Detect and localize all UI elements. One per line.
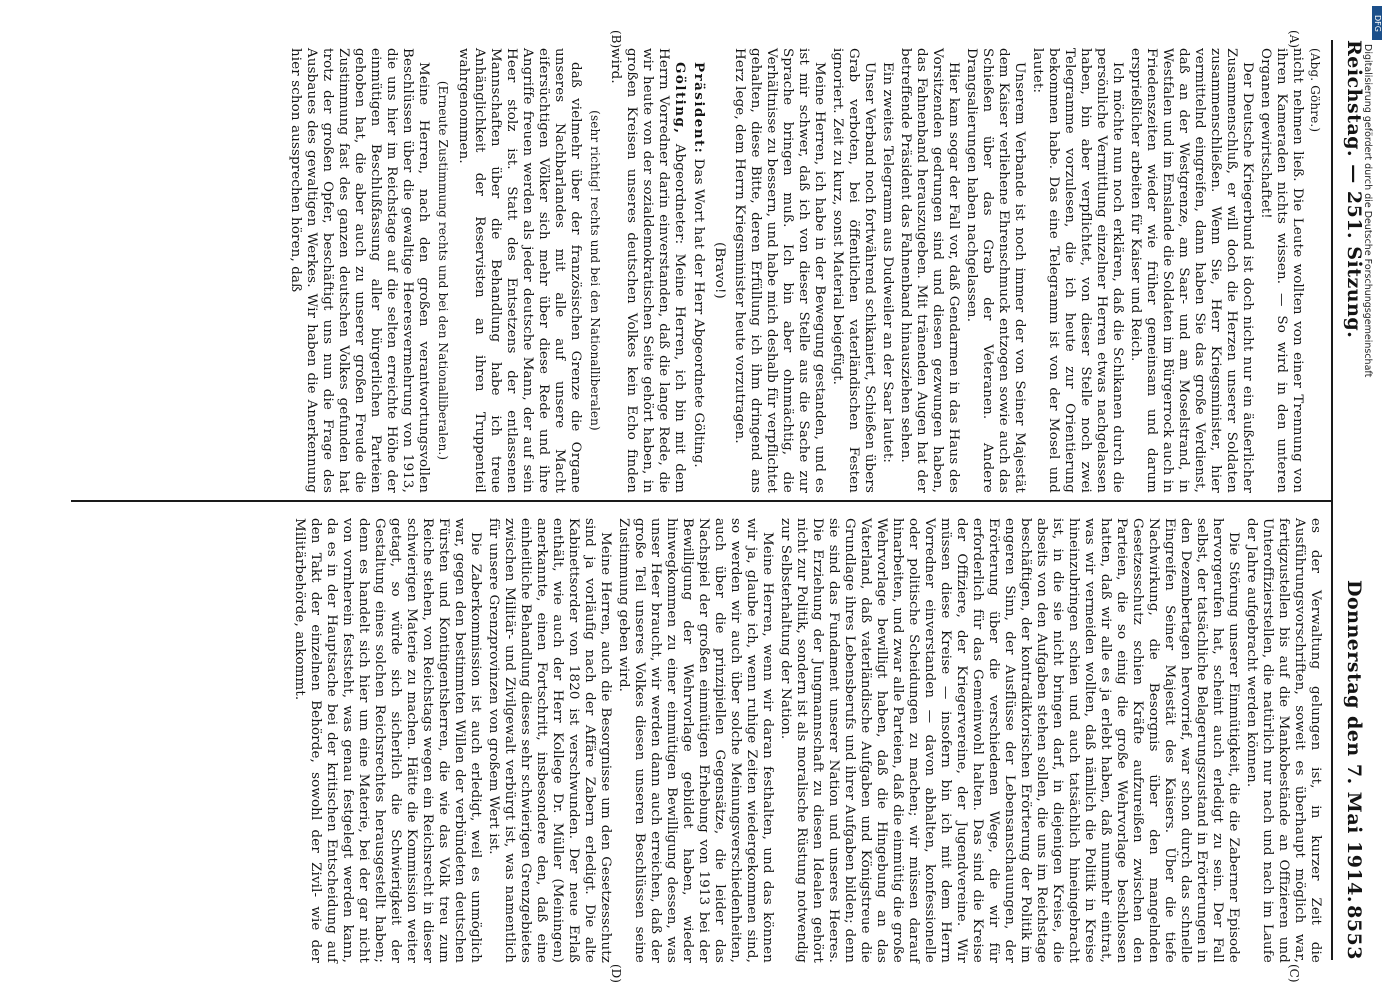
paragraph <box>607 48 688 493</box>
paragraph: Meine Herren, wenn wir daran festhalten, und das können wir ja, glaube ich, wenn ruhige Zeiten wiedergekommen sind, so werden wir auch über solche Meinungsverschiedenheiten, auch über die prinzipiellen Gegensätze, die leider das Nachspiel der großen einmütigen Erhebung von 1913 bei der Bewilligung der Wehrvorlage gebildet haben, wieder hinwegkommen zu einer einmütigen Bewilligung dessen, was unser Heer braucht, wir werden dann auch erreichen, daß der große Teil unseres Volkes diesen unseren Beschlüssen seine Zustimmung geben wird. <box>616 518 775 963</box>
page-number: 8553 <box>1343 905 1365 960</box>
speech-text: Abgeordneter: Meine Herren, ich bin mit dem Herrn Vorredner darin einverstanden, daß die lange Rede, die wir heute von der sozialdemokratischen Seite gehört haben, in großen Kreisen unseres deutschen Volkes kein Echo finden wird. <box>608 48 687 493</box>
paragraph: Meine Herren, nach den großen verantwortungsvollen Beschlüssen über die gewaltige Heeresvermehrung von 1913, die uns hier im Reichstage auf die selten erreichte Höhe der einmütigen Beschlußfassung aller bürgerlichen Parteien gehoben hat, die aber auch zu unserer großen Freude die Zustimmung fast des ganzen deutschen Volkes gefunden hat trotz der großen Opfer, beschäftigt uns nun die Frage des Ausbaues des gewaltigen Werkes. Wir haben die Anerkennung hier schon aussprechen hören, daß <box>288 48 431 493</box>
header-session: Reichstag. — 251. Sitzung. <box>1343 40 1365 339</box>
margin-marker-c: (C) <box>1287 964 1301 983</box>
column-divider <box>71 500 1331 502</box>
paragraph: es der Verwaltung gelungen ist, in kurzer Zeit die Ausführungsvorschriften, soweit es überhaupt möglich war, fertigzustellen bis auf die Mankobestände an Offizieren und Unteroffizierstellen, die natürlich nur nach und nach im Laufe der Jahre aufgebracht werden können. <box>1244 518 1323 963</box>
paragraph: daß vielmehr über der französischen Grenze die Organe unseres Nachbarlandes mit alle auf unsere Macht eifersüchtigen Völker sich mehr über diese Rede und ihre Angriffe freuen werden als jeder deutsche Mann, der auf sein Heer stolz ist. Statt des Entsetzens der entlassenen Mannschaften über die Behandlung habe ich treue Anhänglichkeit der Reservisten an ihren Truppenteil wahrgenommen. <box>456 48 583 493</box>
speaker-name: Gölting, <box>672 62 688 135</box>
header-rule <box>1331 40 1333 960</box>
paragraph: Die Zaberkommission ist auch erledigt, weil es unmöglich war, gegen den bestimmten Willen der verbündeten deutschen Fürsten und Kontingentsherren, die wie das Volk treu zum Reiche stehen, von Reichstags wegen ein Reichsrecht in dieser schwierigen Materie zu machen. Hätte die Kommission weiter getagt, so würde sich sicherlich die Schwierigkeit der Gestaltung eines solchen Reichsrechtes herausgestellt haben; denn es handelt sich hier um eine Materie, bei der gar nicht von vornherein feststeht, was genau festgelegt werden kann, da es in der Hauptsache bei der kritischen Entscheidung auf den Takt der einzelnen Behörde, sowohl der Zivil- wie der Militärbehörde, ankommt. <box>292 518 483 963</box>
dfg-logo: DFG <box>1372 6 1382 40</box>
speaker-name: Präsident: <box>691 62 707 155</box>
paragraph: Die Störung unserer Einmütigkeit, die die Zaberner Episode hervorgerufen hat, scheint auch erledigt zu sein. Der Fall selbst, der tatsächliche Belagerungszustand in Erörterungen in den Dezembertagen hervorrief, war schon durch das schnelle Eingreifen Seiner Majestät des Kaisers. Über die tiefe Nachwirkung, die Besorgnis über den mangelnden Gesetzesschutz schien Kräfte aufzureißen zwischen den Parteien, die so einig die große Wehrvorlage beschlossen hatten, daß wir alle es ja erlebt haben, daß nunmehr eintrat, was wir vermeiden wollten, daß nämlich die Politik in Kreise hineinzubringen schien und auch tatsächlich hineingebracht ist, in die sie nicht bringen darf, in diejenigen Kreise, die abseits von den Aufgaben stehen sollen, die uns im Reichstage beschäftigen, der kontradiktorischen Erörterung der Politik im engeren Sinn, der Ausflüsse der Lebensanschauungen, der Erörterung über die verschiedenen Wege, die wir für erforderlich für das Gemeinwohl halten. Das sind die Kreise der Offiziere, der Kriegervereine, der Jugendvereine. Wir müssen diese Kreise — insofern bin ich mit dem Herrn Vorredner einverstanden — davon abhalten, konfessionelle oder politische Scheidungen zu machen; wir müssen darauf hinarbeiten, und zwar alle Parteien, daß die einmütig die große Wehrvorlage bewilligt haben, daß die Hingebung an das Vaterland, daß vaterländische Aufgaben und Königstreue die Grundlage ihres Lebensberufs und ihrer Aufgaben bilden; denn sie sind das Fundament unserer Nation und unseres Heeres. Die Erziehung der Jungmannschaft zu diesen Idealen gehört nicht zur Politik, sondern ist als moralische Rüstung notwendig zur Selbsterhaltung der Nation. <box>778 518 1241 963</box>
speaker-note: (Abg. Göhre.) <box>1308 48 1322 133</box>
speech-text: Das Wort hat der Herr Abgeordnete Gölting. <box>691 158 706 468</box>
left-column <box>73 48 1323 493</box>
margin-marker-d: (D) <box>609 964 623 983</box>
paragraph: Ich möchte nun noch erklären, daß die Schikanen durch die persönliche Vermittlung einzelner Herren etwas nachgelassen haben, bin aber verpflichtet, von dieser Stelle noch zwei Telegramme vorzulesen, die ich heute zur Orientierung bekommen habe. Das eine Telegramm ist von der Mosel und lautet: <box>1030 48 1125 493</box>
header-date: Donnerstag den 7. Mai 1914. <box>1343 580 1365 903</box>
paragraph: Meine Herren, auch die Besorgnisse um den Gesetzesschutz sind ja vorläufig nach der Affäre Zabern erledigt. Die alte Kabinettsorder von 1820 ist verschwunden. Der neue Erlaß enthält, wie auch der Herr Kollege Dr. Müller (Meiningen) anerkannte, einen Fortschritt, insbesondere den, daß eine einheitliche Behandlung dieses sehr schwierigen Grenzgebietes zwischen Militär- und Zivilgewalt verbürgt ist, was namentlich für unsere Grenzprovinzen von großem Wert ist. <box>486 518 613 963</box>
interjection: (Erneute Zustimmung rechts und bei den Nationalliberalen.) <box>436 80 450 461</box>
paragraph <box>690 48 707 493</box>
interjection: (Bravo!) <box>712 242 727 299</box>
margin-marker-a: (A) <box>1287 30 1301 49</box>
telegram-quote: Unserem Verbande ist noch immer der von Seiner Majestät dem Kaiser verliehene Ehrenschmuck entzogen sowie auch das Schießen über das Grab der Veteranen. Andere Drangsalierungen haben nachgelassen. <box>964 48 1027 493</box>
telegram-quote: Unser Verband noch fortwährend schikaniert, Schießen übers Grab verboten, bei öffentlichen vaterländischen Festen ignoriert. Zeit zu kurz, sonst Material beigefügt. <box>830 48 877 493</box>
digitization-credit: Digitalisierung gefördert durch die Deutsche Forschungsgemeinschaft <box>1362 44 1373 378</box>
right-column <box>73 518 1323 963</box>
running-header <box>1333 40 1365 960</box>
paragraph: nicht nehmen ließ. Die Leute wollten von einer Trennung von ihren Kameraden nichts wissen. — So wird in den unteren Organen gewirtschaftet! <box>1258 48 1305 493</box>
paragraph: Der Deutsche Kriegerbund ist doch nicht nur ein äußerlicher Zusammenschluß, er will doch die Herzen unserer Soldaten zusammenschließen. Wenn Sie, Herr Kriegsminister, hier vermittelnd eingreifen, dann haben Sie das große Verdienst, daß an der Westgrenze, am Saar- und am Moselstrand, in Westfalen und im Emslande die Soldaten im Bürgerrock auch in Friedenszeiten wieder wie früher gemeinsam und darum ersprießlicher arbeiten für Kaiser und Reich. <box>1128 48 1255 493</box>
paragraph: Ein zweites Telegramm aus Dudweiler an der Saar lautet: <box>880 62 895 464</box>
margin-marker-b: (B) <box>609 30 623 49</box>
paragraph: Hier kam sogar der Fall vor, daß Gendarmen in das Haus des Vorsitzenden gedrungen sind und diesen gezwungen haben, das Fahnenband herauszugeben. Mit tränenden Augen hat der betreffende Präsident das Fahnenband hinausziehen sehen. <box>898 48 961 493</box>
interjection: (sehr richtig! rechts und bei den Nationalliberalen) <box>588 110 602 431</box>
paragraph: Meine Herren, ich habe in der Bewegung gestanden, und es ist mir schwer, daß ich von dieser Stelle aus die Sache zur Sprache bringen muß. Ich bin aber ohnmächtig, die Verhältnisse zu bessern, und habe mich deshalb für verpflichtet gehalten, diese Bitte, deren Erfüllung ich ihm dringend ans Herz lege, dem Herrn Kriegsminister heute vorzutragen. <box>732 48 827 493</box>
